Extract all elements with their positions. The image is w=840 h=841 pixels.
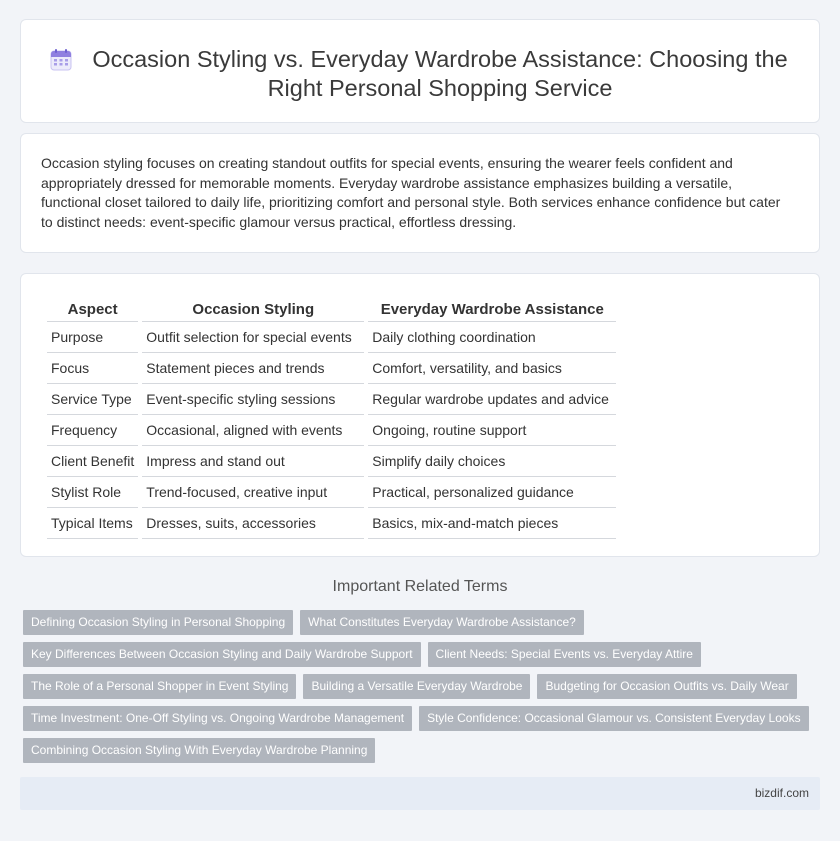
- related-term-tag[interactable]: Defining Occasion Styling in Personal Shopping: [23, 610, 293, 635]
- related-term-tag[interactable]: Combining Occasion Styling With Everyday Wardrobe Planning: [23, 738, 375, 763]
- tag-row: [23, 674, 813, 699]
- table-cell: Regular wardrobe updates and advice: [368, 384, 616, 415]
- header-card: [20, 19, 820, 123]
- column-header-everyday: Everyday Wardrobe Assistance: [368, 294, 616, 322]
- related-term-tag[interactable]: Building a Versatile Everyday Wardrobe: [303, 674, 530, 699]
- table-cell: Ongoing, routine support: [368, 415, 616, 446]
- table-cell: Typical Items: [47, 508, 138, 539]
- table-row: [47, 477, 616, 508]
- tag-row: [23, 738, 813, 763]
- table-row: [47, 446, 616, 477]
- table-cell: Focus: [47, 353, 138, 384]
- tag-row: [23, 706, 813, 731]
- table-row: [47, 322, 616, 353]
- table-cell: Simplify daily choices: [368, 446, 616, 477]
- footer-bar: [20, 777, 820, 810]
- tag-row: [23, 642, 813, 667]
- table-cell: Dresses, suits, accessories: [142, 508, 364, 539]
- table-cell: Daily clothing coordination: [368, 322, 616, 353]
- table-cell: Outfit selection for special events: [142, 322, 364, 353]
- intro-card: [20, 133, 820, 253]
- footer-brand-link[interactable]: bizdif.com: [754, 786, 809, 800]
- related-term-tag[interactable]: Style Confidence: Occasional Glamour vs. Consistent Everyday Looks: [419, 706, 809, 731]
- comparison-card: [20, 273, 820, 557]
- related-term-tag[interactable]: Key Differences Between Occasion Styling and Daily Wardrobe Support: [23, 642, 421, 667]
- page-title: Occasion Styling vs. Everyday Wardrobe Assistance: Choosing the Right Personal Shopping Service: [92, 46, 788, 101]
- table-row: [47, 508, 616, 539]
- related-term-tag[interactable]: Budgeting for Occasion Outfits vs. Daily Wear: [537, 674, 796, 699]
- table-cell: Frequency: [47, 415, 138, 446]
- table-cell: Comfort, versatility, and basics: [368, 353, 616, 384]
- related-terms-list: [23, 610, 813, 770]
- related-term-tag[interactable]: The Role of a Personal Shopper in Event Styling: [23, 674, 296, 699]
- table-cell: Purpose: [47, 322, 138, 353]
- comparison-table: [43, 294, 620, 539]
- related-term-tag[interactable]: Time Investment: One-Off Styling vs. Ongoing Wardrobe Management: [23, 706, 412, 731]
- table-cell: Occasional, aligned with events: [142, 415, 364, 446]
- related-term-tag[interactable]: What Constitutes Everyday Wardrobe Assistance?: [300, 610, 584, 635]
- table-cell: Client Benefit: [47, 446, 138, 477]
- related-terms-title: Important Related Terms: [332, 578, 508, 595]
- intro-paragraph: Occasion styling focuses on creating standout outfits for special events, ensuring the wearer feels confident and appropriately dressed for memorable moments. Everyday wardrobe assistance emphasizes building a versatile, functional closet tailored to daily life, prioritizing comfort and personal style. Both services enhance confidence but cater to distinct needs: event-specific glamour versus practical, effortless dressing.: [41, 155, 781, 230]
- table-cell: Event-specific styling sessions: [142, 384, 364, 415]
- column-header-aspect: Aspect: [47, 294, 138, 322]
- table-cell: Impress and stand out: [142, 446, 364, 477]
- column-header-occasion: Occasion Styling: [142, 294, 364, 322]
- table-cell: Trend-focused, creative input: [142, 477, 364, 508]
- table-row: [47, 384, 616, 415]
- table-row: [47, 415, 616, 446]
- table-cell: Statement pieces and trends: [142, 353, 364, 384]
- table-cell: Stylist Role: [47, 477, 138, 508]
- tag-row: [23, 610, 813, 635]
- table-cell: Practical, personalized guidance: [368, 477, 616, 508]
- calendar-icon: [49, 48, 73, 72]
- table-row: [47, 353, 616, 384]
- table-cell: Basics, mix-and-match pieces: [368, 508, 616, 539]
- table-header-row: [47, 294, 616, 322]
- table-cell: Service Type: [47, 384, 138, 415]
- related-term-tag[interactable]: Client Needs: Special Events vs. Everyday Attire: [428, 642, 701, 667]
